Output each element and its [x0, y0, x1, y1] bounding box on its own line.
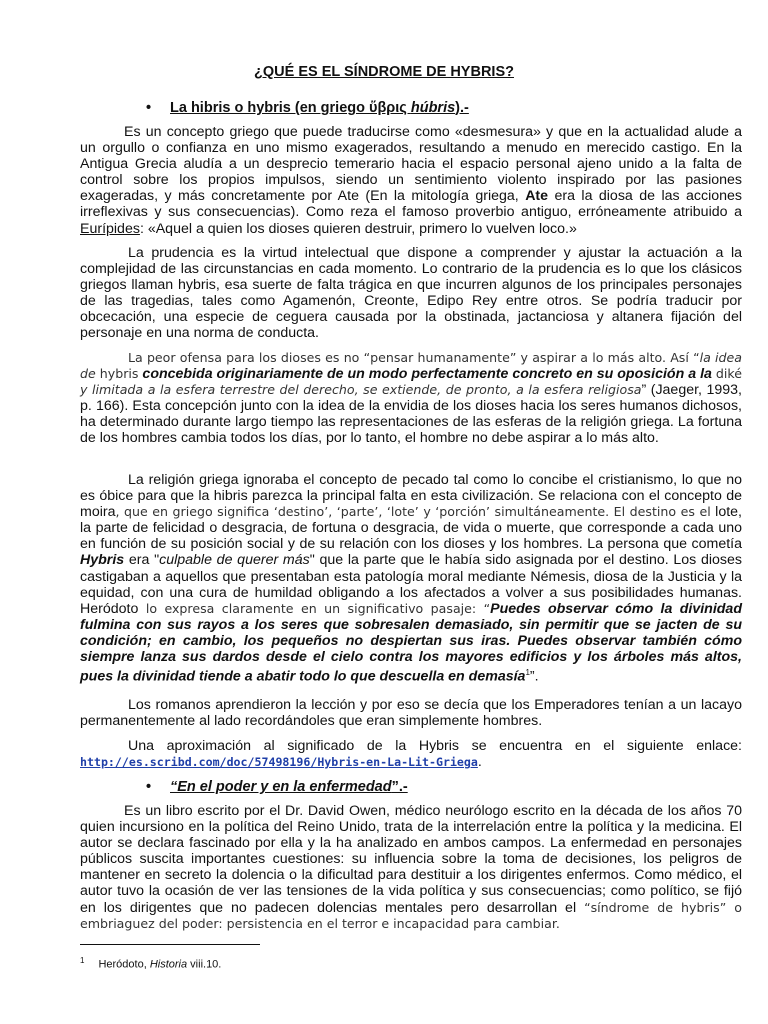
- paragraph-religion: La religión griega ignoraba el concepto de pecado tal como lo concibe el cristianismo, lo que no es óbice para que la hibris parezca la principal falta en esta civilización. Se relaciona con el concepto de moira, que en griego significa ‘destino’, ‘parte’, ‘lote’ y ‘porción’ simultáneamente. El destino es el lote, la parte de felicidad o desgracia, de fortuna o desgracia, de vida o muerte, que corresponde a cada uno en función de su posición social y de su relación con los dioses y los hombres. La persona que cometía Hybris era "culpable de querer más" que la parte que le había sido asignada por el destino. Los dioses castigaban a aquellos que presentaban esta patología moral mediante Némesis, diosa de la Justicia y la equidad, con una cura de humildad obligando a los afectados a volver a sus posibilidades humanas. Heródoto lo expresa claramente en un significativo pasaje: “Puedes observar cómo la divinidad fulmina con sus rayos a los seres que sobresalen demasiado, sin permitir que se jacten de su condición; en cambio, los pequeños no despiertan sus iras. Puedes observar también cómo siempre lanza sus dardos desde el cielo contra los mayores edificios y los árboles más altos, pues la divinidad tiende a abatir todo lo que descuella en demasía$^1$”.: [80, 472, 742, 685]
- paragraph-concept: Es un concepto griego que puede traducirse como «desmesura» y que en la actualidad alude a un orgullo o confianza en uno mismo exagerados, resultando a menudo en merecido castigo. En la Antigua Grecia aludía a un desprecio temerario hacia el espacio personal ajeno unido a la falta de control sobre los propios impulsos, siendo un sentimiento violento inspirado por las pasiones exageradas, y más concretamente por Ate (En la mitología griega, Ate era la diosa de las acciones irreflexivas y sus consecuencias). Como reza el famoso proverbio antiguo, erróneamente atribuido a Eurípides: «Aquel a quien los dioses quieren destruir, primero lo vuelven loco.»: [80, 124, 742, 237]
- footnote: $^1$ Heródoto, Historia viii.10.: [80, 956, 222, 971]
- page-title: ¿QUÉ ES EL SÍNDROME DE HYBRIS?: [254, 64, 514, 80]
- paragraph-prudencia: La prudencia es la virtud intelectual que dispone a comprender y ajustar la actuación a la complejidad de las circunstancias en cada momento. Lo contrario de la prudencia es lo que los clásicos griegos llaman hybris, esa suerte de falta trágica en que incurren algunos de los principales personajes de las tragedias, tales como Agamenón, Creonte, Edipo Rey entre otros. Se podría traducir por obcecación, una especie de ceguera causada por la obstinada, jactanciosa y altanera fijación del personaje en una norma de conducta.: [80, 245, 742, 342]
- footnote-divider: [80, 944, 260, 945]
- footnote-reference[interactable]: 1: [525, 668, 530, 678]
- bullet-dot: •: [146, 779, 152, 795]
- section-heading-text: La hibris o hybris (en griego ὕβρις húbris).-: [170, 100, 469, 116]
- paragraph-ofensa: La peor ofensa para los dioses es no “pensar humanamente” y aspirar a lo más alto. Así “la idea de hybris concebida originariamente de un modo perfectamente concreto en su oposición a la diké y limitada a la esfera terrestre del derecho, se extiende, de pronto, a la esfera religiosa” (Jaeger, 1993, p. 166). Esta concepción junto con la idea de la envidia de los dioses hacia los seres humanos dichosos, ha determinado durante largo tiempo las representaciones de las esferas de la religión griega. La fortuna de los hombres cambia todos los días, por lo tanto, el hombre no debe aspirar a lo más alto.: [80, 350, 742, 447]
- section-heading-text: “En el poder y en la enfermedad”.-: [170, 779, 408, 795]
- scribd-link[interactable]: http://es.scribd.com/doc/57498196/Hybris-en-La-Lit-Griega: [80, 755, 478, 770]
- footnote-number: 1: [80, 956, 85, 965]
- paragraph-enlace: Una aproximación al significado de la Hybris se encuentra en el siguiente enlace: http://es.scribd.com/doc/57498196/Hybris-en-La-Lit-Griega.: [80, 738, 742, 771]
- paragraph-romanos: Los romanos aprendieron la lección y por eso se decía que los Emperadores tenían a un lacayo permanentemente al lado recordándoles que eran simplemente hombres.: [80, 697, 742, 730]
- paragraph-owen: Es un libro escrito por el Dr. David Owen, médico neurólogo escrito en la década de los años 70 quien incursiono en la política del Reino Unido, trata de la interrelación entre la política y la medicina. El autor se declara fascinado por ella y la ha analizado en ambos campos. La enfermedad en personajes públicos suscita importantes cuestiones: su influencia sobre la toma de decisiones, los peligros de mantener en secreto la dolencia o la dificultad para destituir a los dirigentes enfermos. Como médico, el autor tuvo la ocasión de ver las tensiones de la vida política y sus consecuencias; como político, se fijó en los dirigentes que no padecen dolencias mentales pero desarrollan el “síndrome de hybris” o embriaguez del poder: persistencia en el terror e incapacidad para cambiar.: [80, 803, 742, 931]
- euripides-link[interactable]: Eurípides: [80, 220, 140, 237]
- bullet-dot: •: [146, 100, 152, 116]
